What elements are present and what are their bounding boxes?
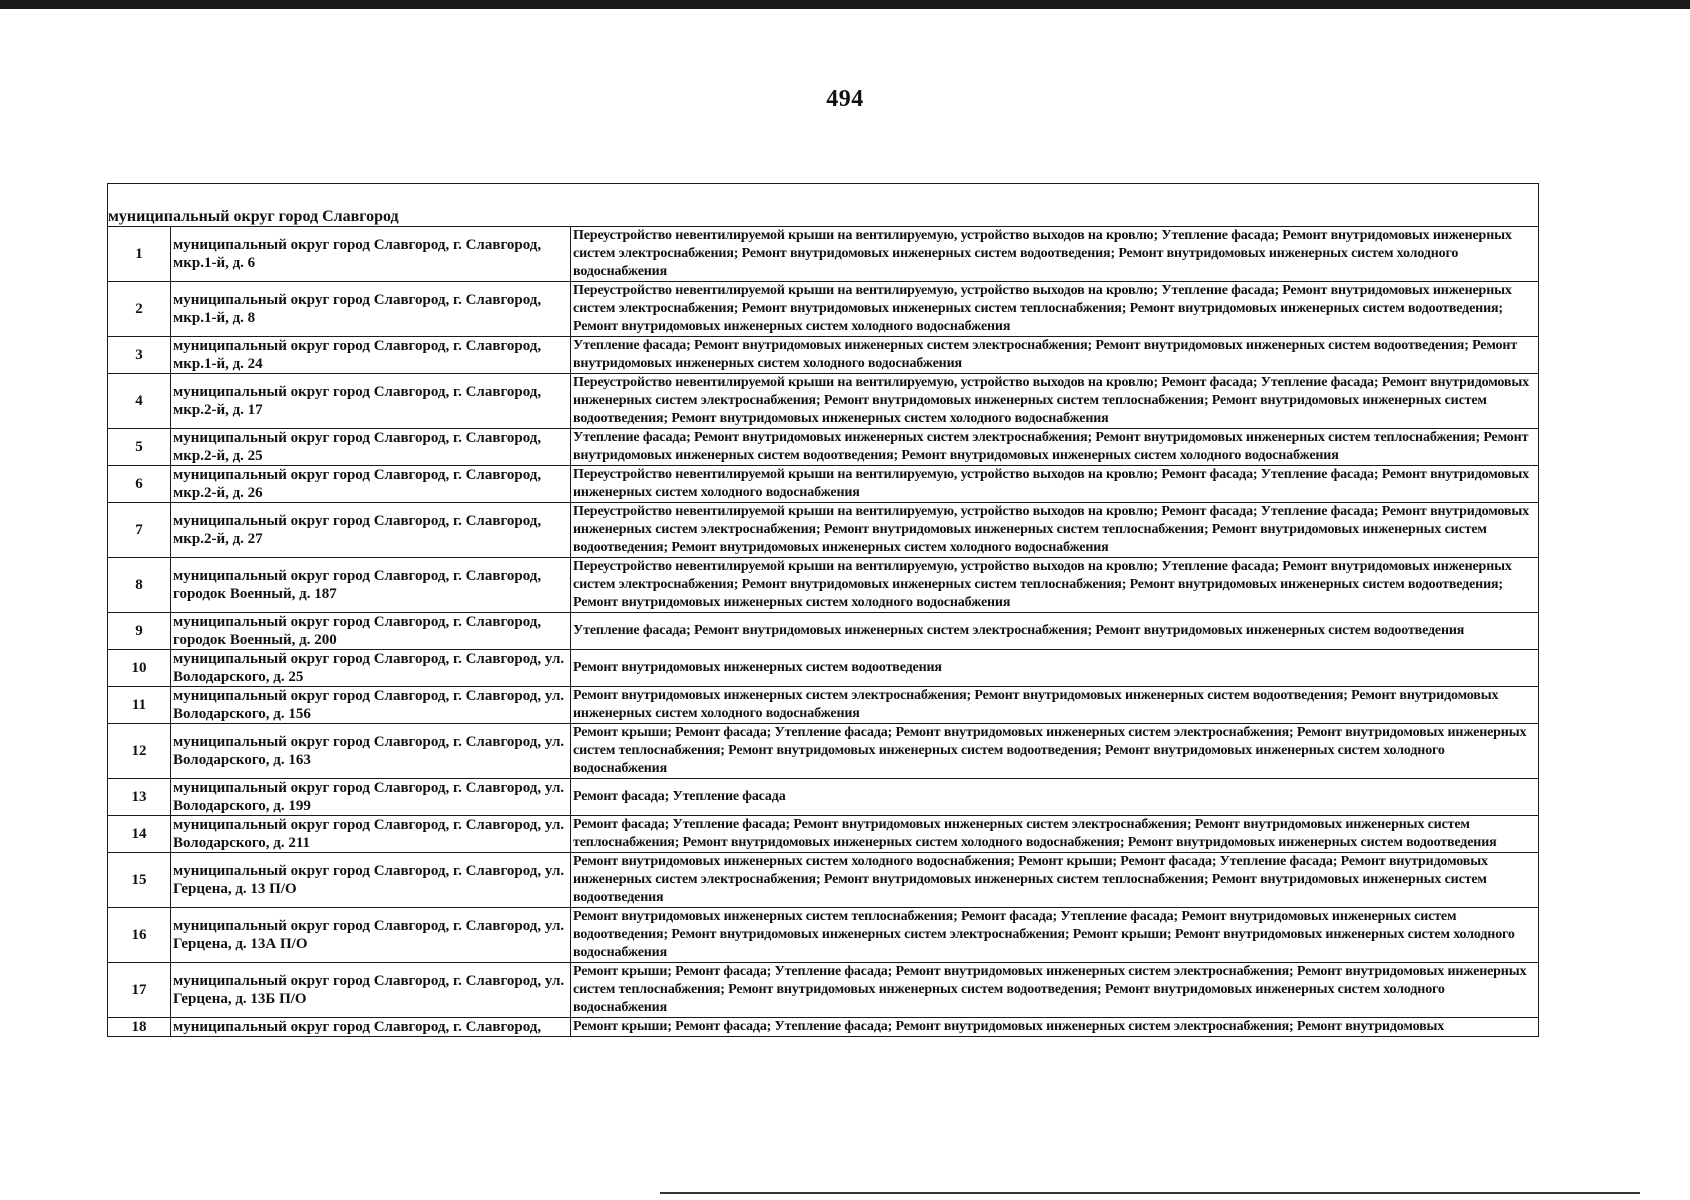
table-row — [108, 337, 1539, 374]
district-title: муниципальный округ город Славгород — [108, 184, 1539, 227]
row-works: Переустройство невентилируемой крыши на вентилируемую, устройство выходов на кровлю; Утепление фасада; Ремонт внутридомовых инженерных систем электроснабжения; Ремонт внутридомовых инженерных систем водоотведения; Ремонт внутридомовых инженерных систем холодного водоснабжения — [571, 227, 1539, 282]
table-row — [108, 853, 1539, 908]
row-address: муниципальный округ город Славгород, г. Славгород, ул. Володарского, д. 211 — [171, 816, 571, 853]
row-number: 3 — [108, 337, 171, 374]
row-works: Переустройство невентилируемой крыши на вентилируемую, устройство выходов на кровлю; Ремонт фасада; Утепление фасада; Ремонт внутридомовых инженерных систем электроснабжения; Ремонт внутридомовых инженерных систем теплоснабжения; Ремонт внутридомовых инженерных систем водоотведения; Ремонт внутридомовых инженерных систем холодного водоснабжения — [571, 374, 1539, 429]
row-works: Ремонт внутридомовых инженерных систем электроснабжения; Ремонт внутридомовых инженерных систем водоотведения; Ремонт внутридомовых инженерных систем холодного водоснабжения — [571, 687, 1539, 724]
row-number: 4 — [108, 374, 171, 429]
row-address: муниципальный округ город Славгород, г. Славгород, мкр.1-й, д. 24 — [171, 337, 571, 374]
row-works: Ремонт крыши; Ремонт фасада; Утепление фасада; Ремонт внутридомовых инженерных систем электроснабжения; Ремонт внутридомовых инженерных систем теплоснабжения; Ремонт внутридомовых инженерных систем водоотведения; Ремонт внутридомовых инженерных систем холодного водоснабжения — [571, 724, 1539, 779]
row-works: Ремонт фасада; Утепление фасада — [571, 779, 1539, 816]
row-address: муниципальный округ город Славгород, г. Славгород, мкр.2-й, д. 27 — [171, 503, 571, 558]
row-works: Переустройство невентилируемой крыши на вентилируемую, устройство выходов на кровлю; Ремонт фасада; Утепление фасада; Ремонт внутридомовых инженерных систем электроснабжения; Ремонт внутридомовых инженерных систем теплоснабжения; Ремонт внутридомовых инженерных систем водоотведения; Ремонт внутридомовых инженерных систем холодного водоснабжения — [571, 503, 1539, 558]
row-address: муниципальный округ город Славгород, г. Славгород, ул. Герцена, д. 13Б П/О — [171, 963, 571, 1018]
row-number: 10 — [108, 650, 171, 687]
works-table-container — [107, 183, 1539, 1037]
row-works: Переустройство невентилируемой крыши на вентилируемую, устройство выходов на кровлю; Утепление фасада; Ремонт внутридомовых инженерных систем электроснабжения; Ремонт внутридомовых инженерных систем теплоснабжения; Ремонт внутридомовых инженерных систем водоотведения; Ремонт внутридомовых инженерных систем холодного водоснабжения — [571, 558, 1539, 613]
row-works: Переустройство невентилируемой крыши на вентилируемую, устройство выходов на кровлю; Утепление фасада; Ремонт внутридомовых инженерных систем электроснабжения; Ремонт внутридомовых инженерных систем теплоснабжения; Ремонт внутридомовых инженерных систем водоотведения; Ремонт внутридомовых инженерных систем холодного водоснабжения — [571, 282, 1539, 337]
row-address: муниципальный округ город Славгород, г. Славгород, мкр.1-й, д. 6 — [171, 227, 571, 282]
row-address: муниципальный округ город Славгород, г. Славгород, мкр.2-й, д. 25 — [171, 429, 571, 466]
row-number: 12 — [108, 724, 171, 779]
row-number: 8 — [108, 558, 171, 613]
row-works: Ремонт крыши; Ремонт фасада; Утепление фасада; Ремонт внутридомовых инженерных систем электроснабжения; Ремонт внутридомовых — [571, 1018, 1539, 1037]
row-number: 15 — [108, 853, 171, 908]
row-works: Утепление фасада; Ремонт внутридомовых инженерных систем электроснабжения; Ремонт внутридомовых инженерных систем водоотведения — [571, 613, 1539, 650]
row-number: 7 — [108, 503, 171, 558]
row-address: муниципальный округ город Славгород, г. Славгород, ул. Герцена, д. 13 П/О — [171, 853, 571, 908]
works-table — [107, 183, 1539, 1037]
row-number: 2 — [108, 282, 171, 337]
row-address: муниципальный округ город Славгород, г. Славгород, — [171, 1018, 571, 1037]
row-address: муниципальный округ город Славгород, г. Славгород, ул. Володарского, д. 199 — [171, 779, 571, 816]
table-row — [108, 724, 1539, 779]
row-number: 14 — [108, 816, 171, 853]
row-address: муниципальный округ город Славгород, г. Славгород, ул. Герцена, д. 13А П/О — [171, 908, 571, 963]
table-row-cut-off — [108, 1018, 1539, 1037]
table-row — [108, 503, 1539, 558]
row-number: 16 — [108, 908, 171, 963]
table-row — [108, 466, 1539, 503]
table-row — [108, 282, 1539, 337]
row-works: Ремонт внутридомовых инженерных систем холодного водоснабжения; Ремонт крыши; Ремонт фасада; Утепление фасада; Ремонт внутридомовых инженерных систем электроснабжения; Ремонт внутридомовых инженерных систем теплоснабжения; Ремонт внутридомовых инженерных систем водоотведения — [571, 853, 1539, 908]
table-row — [108, 687, 1539, 724]
row-works: Утепление фасада; Ремонт внутридомовых инженерных систем электроснабжения; Ремонт внутридомовых инженерных систем теплоснабжения; Ремонт внутридомовых инженерных систем водоотведения; Ремонт внутридомовых инженерных систем холодного водоснабжения — [571, 429, 1539, 466]
row-works: Ремонт фасада; Утепление фасада; Ремонт внутридомовых инженерных систем электроснабжения; Ремонт внутридомовых инженерных систем теплоснабжения; Ремонт внутридомовых инженерных систем холодного водоснабжения; Ремонт внутридомовых инженерных систем водоотведения — [571, 816, 1539, 853]
row-number: 6 — [108, 466, 171, 503]
table-row — [108, 963, 1539, 1018]
table-row — [108, 613, 1539, 650]
row-number: 17 — [108, 963, 171, 1018]
row-works: Ремонт внутридомовых инженерных систем теплоснабжения; Ремонт фасада; Утепление фасада; Ремонт внутридомовых инженерных систем водоотведения; Ремонт внутридомовых инженерных систем электроснабжения; Ремонт крыши; Ремонт внутридомовых инженерных систем холодного водоснабжения — [571, 908, 1539, 963]
table-row — [108, 227, 1539, 282]
table-row — [108, 908, 1539, 963]
district-header-row — [108, 184, 1539, 227]
scan-bottom-rule — [660, 1192, 1640, 1194]
row-address: муниципальный округ город Славгород, г. Славгород, городок Военный, д. 187 — [171, 558, 571, 613]
row-address: муниципальный округ город Славгород, г. Славгород, мкр.2-й, д. 26 — [171, 466, 571, 503]
table-row — [108, 429, 1539, 466]
table-row — [108, 816, 1539, 853]
table-row — [108, 374, 1539, 429]
row-address: муниципальный округ город Славгород, г. Славгород, мкр.2-й, д. 17 — [171, 374, 571, 429]
row-works: Ремонт крыши; Ремонт фасада; Утепление фасада; Ремонт внутридомовых инженерных систем электроснабжения; Ремонт внутридомовых инженерных систем теплоснабжения; Ремонт внутридомовых инженерных систем водоотведения; Ремонт внутридомовых инженерных систем холодного водоснабжения — [571, 963, 1539, 1018]
row-number: 11 — [108, 687, 171, 724]
row-address: муниципальный округ город Славгород, г. Славгород, городок Военный, д. 200 — [171, 613, 571, 650]
row-number: 13 — [108, 779, 171, 816]
row-address: муниципальный округ город Славгород, г. Славгород, ул. Володарского, д. 156 — [171, 687, 571, 724]
row-works: Утепление фасада; Ремонт внутридомовых инженерных систем электроснабжения; Ремонт внутридомовых инженерных систем водоотведения; Ремонт внутридомовых инженерных систем холодного водоснабжения — [571, 337, 1539, 374]
row-address: муниципальный округ город Славгород, г. Славгород, ул. Володарского, д. 25 — [171, 650, 571, 687]
row-number: 18 — [108, 1018, 171, 1037]
row-number: 1 — [108, 227, 171, 282]
row-number: 9 — [108, 613, 171, 650]
page-number: 494 — [826, 86, 864, 112]
table-row — [108, 558, 1539, 613]
row-number: 5 — [108, 429, 171, 466]
row-works: Переустройство невентилируемой крыши на вентилируемую, устройство выходов на кровлю; Ремонт фасада; Утепление фасада; Ремонт внутридомовых инженерных систем холодного водоснабжения — [571, 466, 1539, 503]
row-address: муниципальный округ город Славгород, г. Славгород, ул. Володарского, д. 163 — [171, 724, 571, 779]
scan-top-border — [0, 0, 1690, 9]
table-row — [108, 779, 1539, 816]
row-address: муниципальный округ город Славгород, г. Славгород, мкр.1-й, д. 8 — [171, 282, 571, 337]
works-table-body — [108, 184, 1539, 1037]
table-row — [108, 650, 1539, 687]
row-works: Ремонт внутридомовых инженерных систем водоотведения — [571, 650, 1539, 687]
